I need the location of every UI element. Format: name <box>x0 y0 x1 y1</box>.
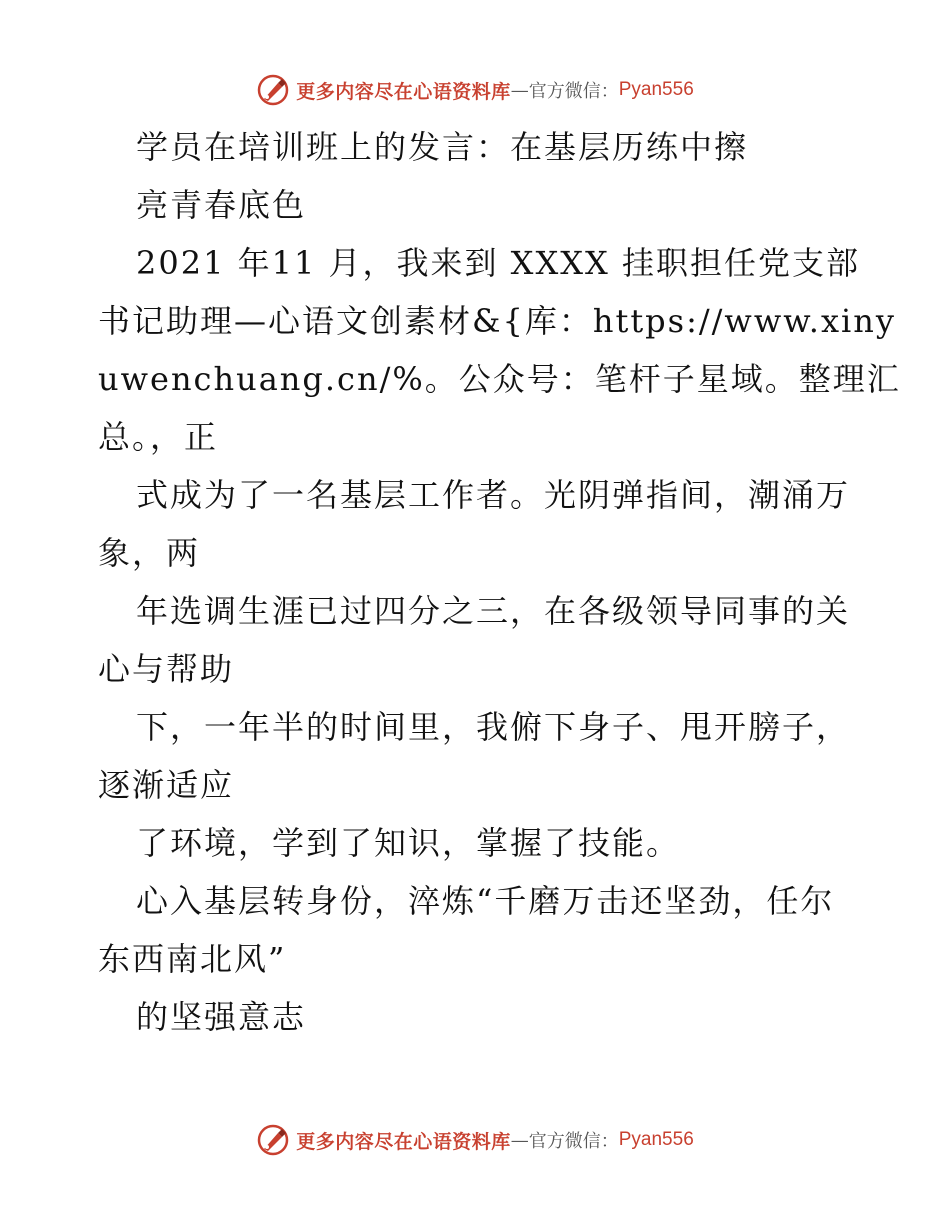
paragraph-line: 心与帮助 <box>98 650 235 688</box>
paragraph-line: 的坚强意志 <box>136 998 307 1036</box>
paragraph-line: 了环境，学到了知识，掌握了技能。 <box>136 824 681 862</box>
paragraph-line: 东西南北风” <box>98 940 287 978</box>
pen-logo-icon <box>256 1123 290 1157</box>
banner-text: 更多内容尽在心语资料库 <box>296 1130 511 1153</box>
paragraph-line: 年选调生涯已过四分之三，在各级领导同事的关 <box>136 592 851 630</box>
paragraph-line: 总。，正 <box>98 418 219 456</box>
banner-text: 更多内容尽在心语资料库 <box>296 80 511 103</box>
paragraph-line: 象，两 <box>98 534 201 572</box>
header-banner <box>0 70 950 110</box>
banner-wechat-id: Pyan556 <box>618 1129 694 1150</box>
paragraph-line: uwenchuang.cn/%。公众号：笔杆子星域。整理汇 <box>98 360 901 398</box>
document-body <box>98 118 901 1046</box>
paragraph-line: 2021 年11 月，我来到 XXXX 挂职担任党支部 <box>136 244 860 282</box>
paragraph-line: 式成为了一名基层工作者。光阴弹指间，潮涌万 <box>136 476 851 514</box>
paragraph-line: 心入基层转身份，淬炼“千磨万击还坚劲，任尔 <box>136 882 835 920</box>
paragraph-line: 书记助理—心语文创素材&{库：https://www.xiny <box>98 302 896 340</box>
banner-separator: — <box>510 79 529 101</box>
banner-separator: — <box>510 1129 529 1151</box>
footer-banner <box>0 1120 950 1160</box>
banner-wechat-label: 官方微信： <box>528 81 619 102</box>
banner-wechat-id: Pyan556 <box>618 79 694 100</box>
document-title-line: 亮青春底色 <box>136 186 307 224</box>
document-title-line: 学员在培训班上的发言：在基层历练中擦 <box>136 128 749 166</box>
paragraph-line: 下，一年半的时间里，我俯下身子、甩开膀子， <box>136 708 851 746</box>
paragraph-line: 逐渐适应 <box>98 766 235 804</box>
banner-wechat-label: 官方微信： <box>528 1131 619 1152</box>
pen-logo-icon <box>256 73 290 107</box>
